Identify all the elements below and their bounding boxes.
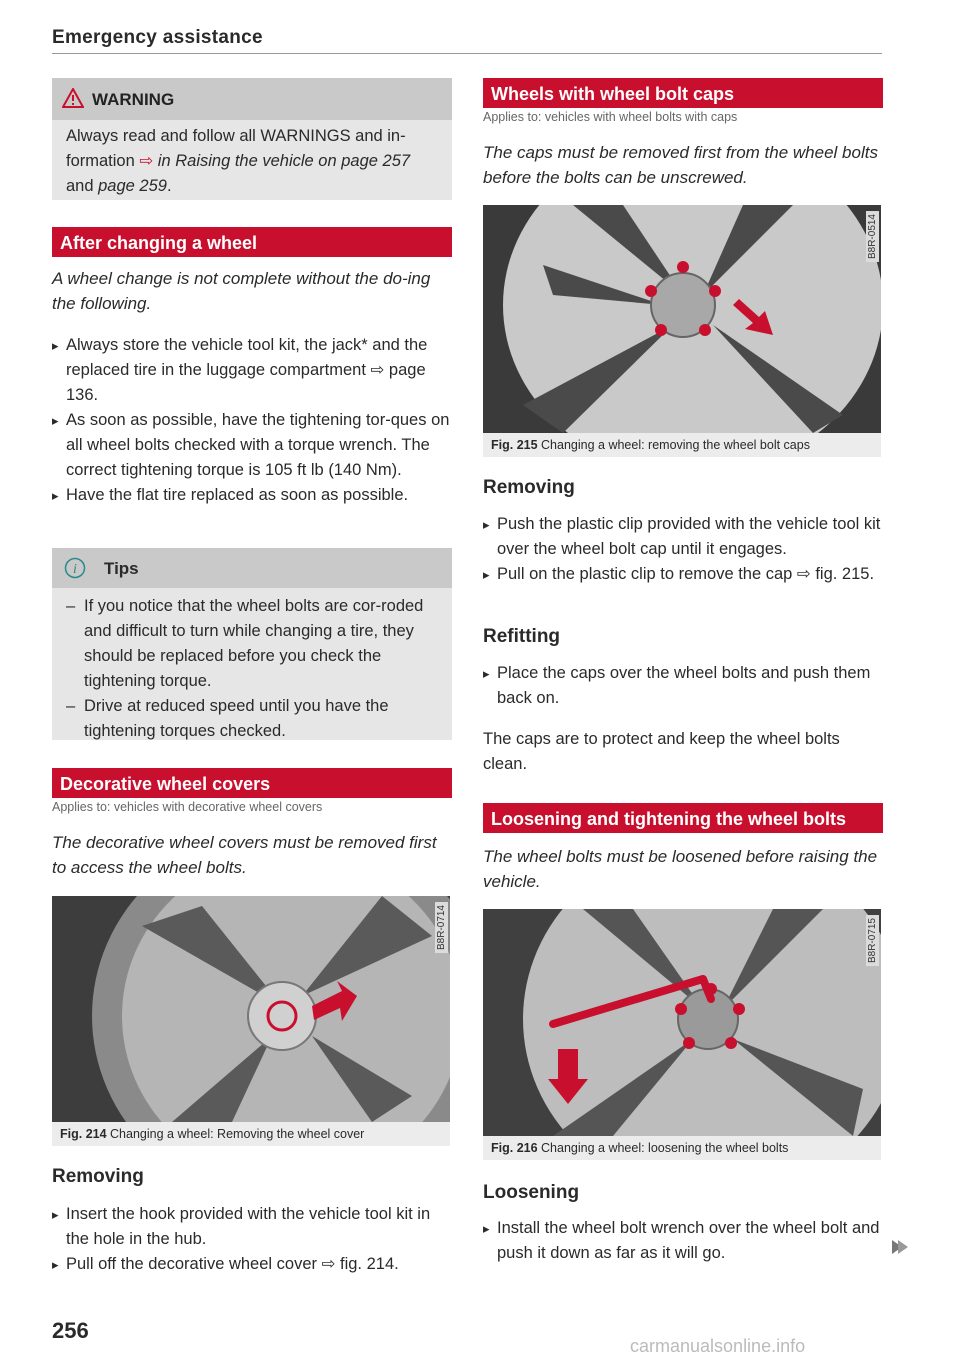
list-item: ▸ Pull on the plastic clip to remove the cap ⇨ fig. 215.	[483, 562, 883, 587]
arrow-icon: ⇨	[139, 152, 154, 170]
bolt-caps-subhead-removing: Removing	[483, 477, 575, 498]
tip-item: – Drive at reduced speed until you have the tightening torques checked.	[62, 694, 442, 744]
tips-header	[52, 548, 452, 588]
list-item: ▸ Install the wheel bolt wrench over the wheel bolt and push it down as far as it will go.	[483, 1216, 883, 1266]
warning-and: and	[66, 177, 99, 195]
fig-caption-text: Changing a wheel: Removing the wheel cover	[110, 1127, 365, 1141]
list-item: ▸ Have the flat tire replaced as soon as possible.	[52, 483, 452, 508]
bolt-caps-heading: Wheels with wheel bolt caps	[483, 78, 883, 108]
list-item: ▸ Pull off the decorative wheel cover ⇨ fig. 214.	[52, 1252, 452, 1277]
after-change-list	[52, 333, 452, 508]
fig-215-image	[483, 205, 881, 433]
warning-triangle-icon	[62, 88, 84, 113]
fig-214-caption	[52, 1122, 450, 1146]
warning-ref2[interactable]: page 259	[98, 177, 167, 195]
fig-number: Fig. 216	[491, 1141, 538, 1155]
fig-214-image	[52, 896, 450, 1122]
list-item: ▸ Insert the hook provided with the vehicle tool kit in the hole in the hub.	[52, 1202, 452, 1252]
bolt-caps-subhead-refitting: Refitting	[483, 626, 561, 647]
loosening-intro: The wheel bolts must be loosened before raising the vehicle.	[483, 847, 878, 891]
fig-216-caption	[483, 1136, 881, 1160]
fig-216-image	[483, 909, 881, 1136]
fig-code: B8R-0514	[866, 211, 879, 262]
fig-215-caption	[483, 433, 881, 457]
fig-code: B8R-0715	[866, 915, 879, 966]
loosening-heading: Loosening and tightening the wheel bolts	[483, 803, 883, 833]
list-item: ▸ Place the caps over the wheel bolts and push them back on.	[483, 661, 883, 711]
warning-box	[52, 78, 452, 200]
bolt-caps-intro: The caps must be removed first from the wheel bolts before the bolts can be unscrewed.	[483, 143, 878, 187]
loosening-list	[483, 1216, 883, 1266]
fig-number: Fig. 215	[491, 438, 538, 452]
watermark: carmanualsonline.info	[630, 1336, 806, 1356]
decorative-list	[52, 1202, 452, 1277]
bolt-caps-list-2	[483, 661, 883, 711]
decorative-heading: Decorative wheel covers	[52, 768, 452, 798]
warning-text: Always read and follow all WARNINGS and in-formation	[66, 127, 406, 170]
warning-end: .	[166, 177, 172, 195]
page-header: Emergency assistance	[52, 27, 263, 48]
fig-number: Fig. 214	[60, 1127, 107, 1141]
warning-ref[interactable]: in Raising the vehicle on page 257	[157, 152, 411, 170]
decorative-applies: Applies to: vehicles with decorative wheel covers	[52, 800, 323, 814]
list-item: ▸ As soon as possible, have the tightening tor-ques on all wheel bolts checked with a torque wrench. The correct tightening torque is 105 ft lb (140 Nm).	[52, 408, 452, 483]
wheel-cover-illustration	[52, 896, 450, 1122]
info-icon	[64, 557, 86, 584]
loosening-subhead: Loosening	[483, 1182, 580, 1203]
decorative-intro: The decorative wheel covers must be removed first to access the wheel bolts.	[52, 833, 437, 877]
continue-arrow-icon	[892, 1240, 908, 1259]
wrench-illustration	[483, 909, 881, 1136]
bolt-caps-para: The caps are to protect and keep the wheel bolts clean.	[483, 730, 840, 773]
bolt-caps-illustration	[483, 205, 881, 433]
list-item: ▸ Push the plastic clip provided with the vehicle tool kit over the wheel bolt cap until it engages.	[483, 512, 883, 562]
after-change-intro: A wheel change is not complete without the do-ing the following.	[52, 269, 431, 313]
header-rule	[52, 53, 882, 54]
bolt-caps-applies: Applies to: vehicles with wheel bolts with caps	[483, 110, 738, 124]
list-item: ▸ Always store the vehicle tool kit, the jack* and the replaced tire in the luggage compartment ⇨ page 136.	[52, 333, 452, 408]
tips-label: Tips	[104, 559, 139, 578]
after-change-heading: After changing a wheel	[52, 227, 452, 257]
tip-item: – If you notice that the wheel bolts are cor-roded and difficult to turn while changing a tire, they should be replaced before you check the tightening torque.	[62, 594, 442, 694]
svg-text:i: i	[73, 562, 77, 577]
fig-code: B8R-0714	[435, 902, 448, 953]
decorative-subhead: Removing	[52, 1166, 144, 1187]
tips-box	[52, 548, 452, 740]
warning-label: WARNING	[92, 90, 175, 109]
fig-caption-text: Changing a wheel: loosening the wheel bolts	[541, 1141, 789, 1155]
fig-caption-text: Changing a wheel: removing the wheel bolt caps	[541, 438, 810, 452]
warning-header	[52, 78, 452, 120]
bolt-caps-list-1	[483, 512, 883, 587]
page-number: 256	[52, 1318, 89, 1343]
